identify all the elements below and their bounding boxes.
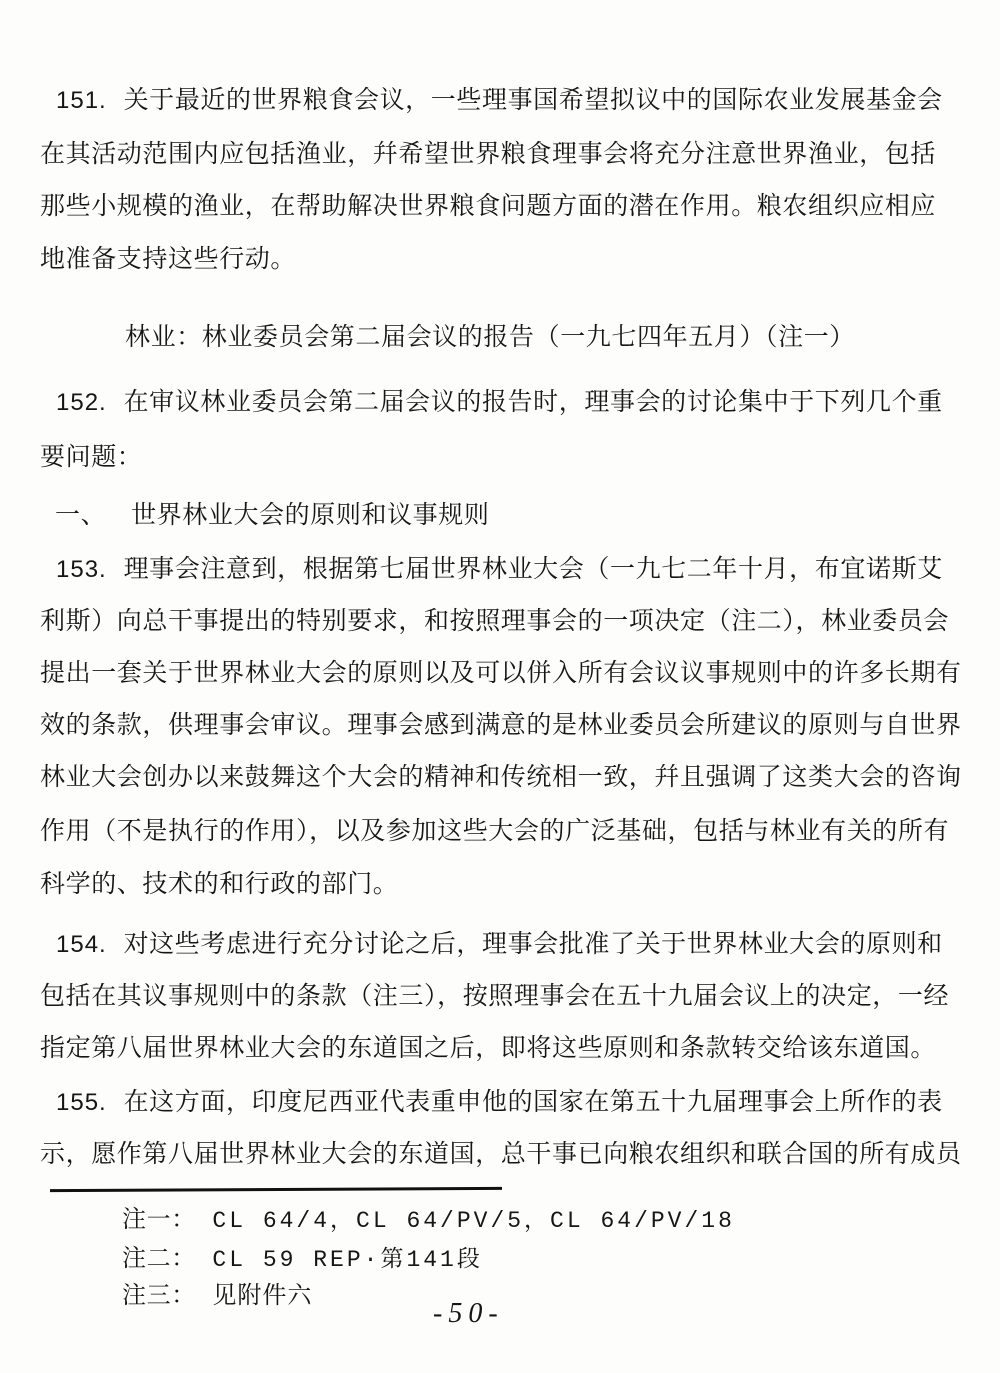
paragraph-153-line-5: 林业大会创办以来鼓舞这个大会的精神和传统相一致，幷且强调了这类大会的咨询 <box>40 764 962 791</box>
paragraph-152-text-1: 在审议林业委员会第二届会议的报告时，理事会的讨论集中于下列几个重 <box>123 389 943 416</box>
footnote-1 <box>122 1205 735 1236</box>
paragraph-153-line-3: 提出一套关于世界林业大会的原则以及可以併入所有会议议事规则中的许多长期有 <box>40 660 962 687</box>
paragraph-154-line-1 <box>56 930 943 960</box>
paragraph-154-line-3: 指定第八届世界林业大会的东道国之后，即将这些原则和条款转交给该东道国。 <box>40 1035 937 1062</box>
paragraph-153-line-2: 利斯）向总干事提出的特别要求，和按照理事会的一项决定（注二），林业委员会 <box>40 608 950 635</box>
paragraph-152-line-2: 要问题： <box>40 444 143 471</box>
paragraph-153-text-1: 理事会注意到，根据第七届世界林业大会（一九七二年十月，布宜诺斯艾 <box>123 556 943 583</box>
section-1-title: 世界林业大会的原则和议事规则 <box>131 502 490 529</box>
paragraph-151-line-3: 那些小规模的渔业，在帮助解决世界粮食问题方面的潜在作用。粮农组织应相应 <box>40 193 937 220</box>
forestry-report-heading: 林业：林业委员会第二届会议的报告（一九七四年五月）（注一） <box>125 324 855 351</box>
footnote-3-label: 注三： <box>122 1283 196 1309</box>
page-number: -50- <box>433 1298 504 1329</box>
paragraph-153-line-4: 效的条款，供理事会审议。理事会感到满意的是林业委员会所建议的原则与自世界 <box>40 712 962 739</box>
footnote-separator-rule <box>50 1187 502 1192</box>
paragraph-153-line-6: 作用（不是执行的作用），以及参加这些大会的广泛基础，包括与林业有关的所有 <box>40 818 950 845</box>
section-1-heading <box>55 501 489 531</box>
paragraph-154-number: 154. <box>56 931 107 958</box>
paragraph-151-line-2: 在其活动范围内应包括渔业，幷希望世界粮食理事会将充分注意世界渔业，包括 <box>40 141 937 168</box>
paragraph-155-number: 155. <box>56 1089 107 1116</box>
paragraph-151-text-1: 关于最近的世界粮食会议，一些理事国希望拟议中的国际农业发展基金会 <box>123 87 943 114</box>
paragraph-154-line-2: 包括在其议事规则中的条款（注三），按照理事会在五十九届会议上的决定，一经 <box>40 983 950 1010</box>
footnote-2 <box>122 1244 483 1275</box>
footnote-3 <box>122 1281 312 1311</box>
paragraph-153-line-1 <box>56 555 943 585</box>
paragraph-155-line-2: 示，愿作第八届世界林业大会的东道国，总干事已向粮农组织和联合国的所有成员 <box>40 1141 962 1168</box>
paragraph-151-line-1 <box>56 86 943 116</box>
section-1-marker: 一、 <box>55 502 107 529</box>
paragraph-152-number: 152. <box>56 389 107 416</box>
paragraph-151-line-4: 地准备支持这些行动。 <box>40 246 297 273</box>
paragraph-155-text-1: 在这方面，印度尼西亚代表重申他的国家在第五十九届理事会上所作的表 <box>123 1089 943 1116</box>
paragraph-152-line-1 <box>56 388 943 418</box>
paragraph-155-line-1 <box>56 1088 943 1118</box>
footnote-1-label: 注一： <box>122 1207 196 1233</box>
paragraph-153-line-7: 科学的、技术的和行政的部门。 <box>40 871 399 898</box>
footnote-2-label: 注二： <box>122 1246 196 1272</box>
footnote-2-reference: CL 59 REP·第141段 <box>212 1247 483 1273</box>
paragraph-153-number: 153. <box>56 556 107 583</box>
paragraph-151-number: 151. <box>56 87 107 114</box>
paragraph-154-text-1: 对这些考虑进行充分讨论之后，理事会批准了关于世界林业大会的原则和 <box>123 931 943 958</box>
footnote-1-reference: CL 64/4，CL 64/PV/5，CL 64/PV/18 <box>212 1208 735 1234</box>
footnote-3-reference: 见附件六 <box>212 1283 313 1309</box>
